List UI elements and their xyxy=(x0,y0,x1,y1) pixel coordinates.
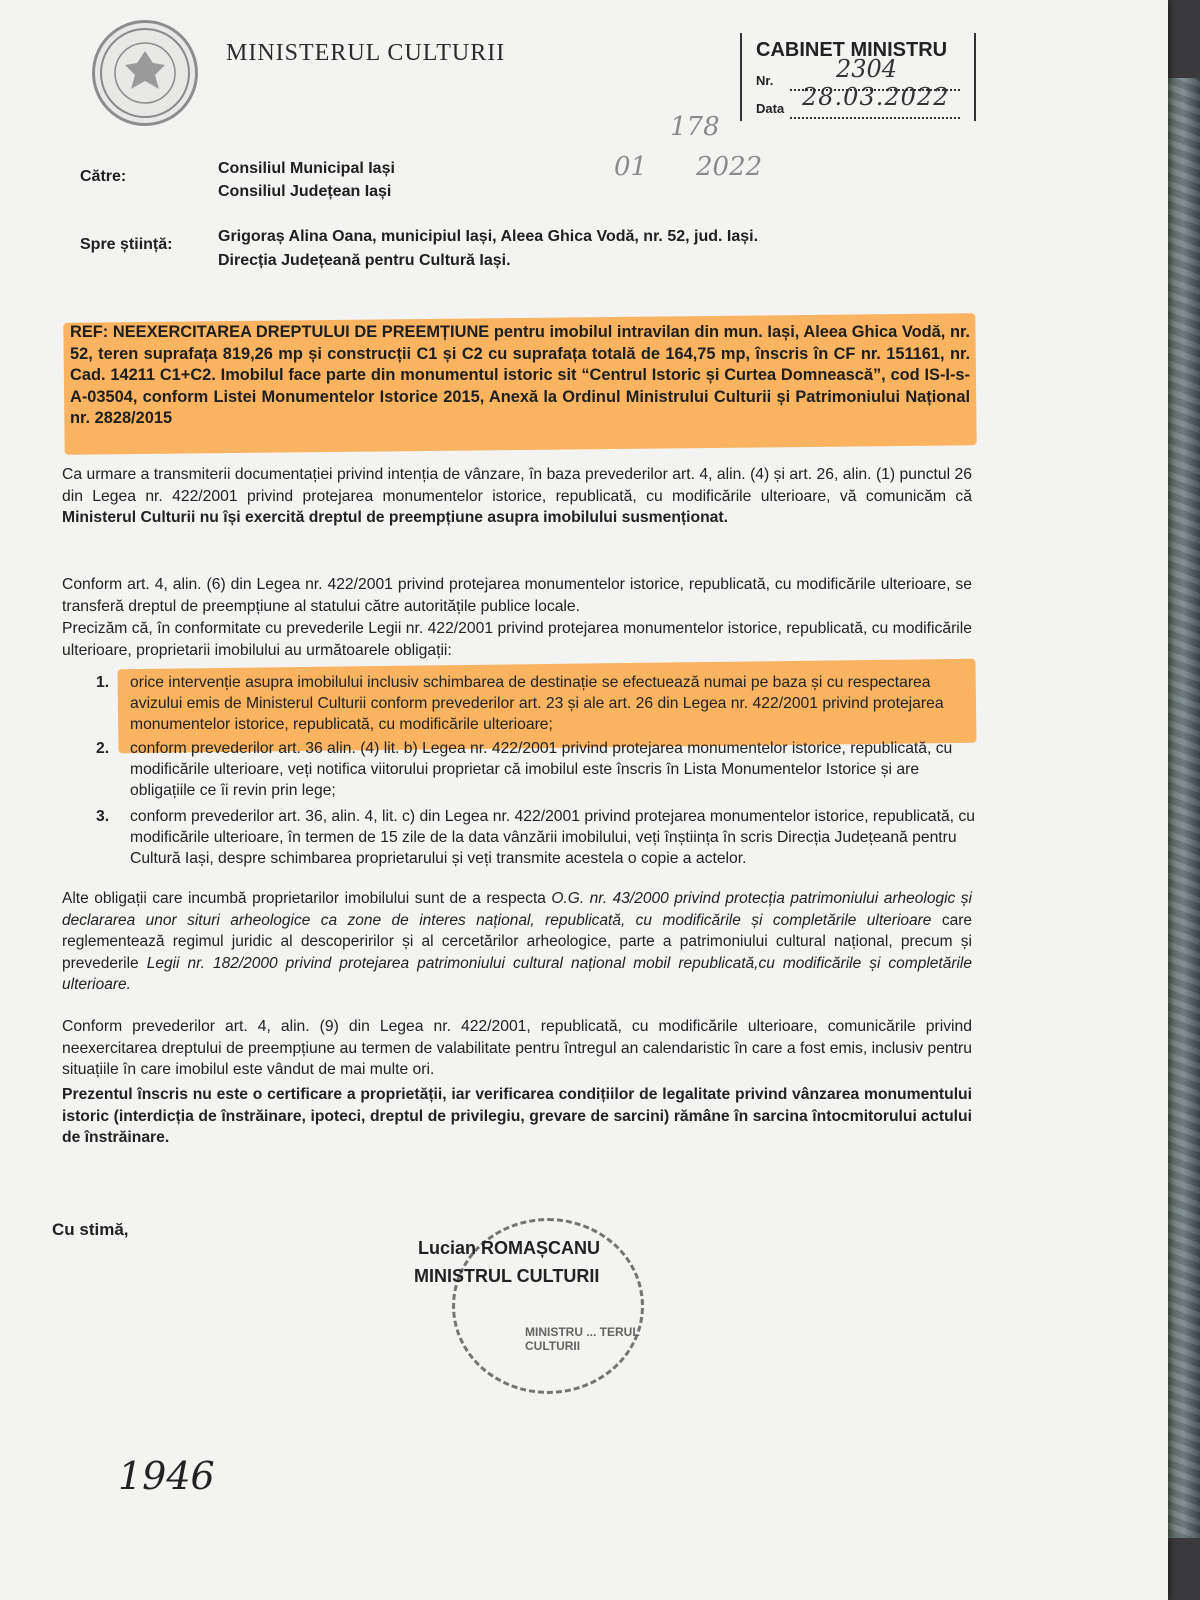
list-text: conform prevederilor art. 36, alin. 4, lit. c) din Legea nr. 422/2001 privind protejarea monumentelor istorice, republicată, cu modificările ulterioare, în termen de 15 zile de la data vânzării imobilului, veți înștiința în scris Direcția Județeană pentru Cultură Iași, despre schimbarea proprietarului și veți transmite acestela o copie a actelor. xyxy=(130,808,975,867)
paragraph-transfer-right: Conform art. 4, alin. (6) din Legea nr. 422/2001 privind protejarea monumentelor istorice, republicată, cu modificările ulterioare, se transferă dreptul de preempțiune al statului către autoritățile publice locale. xyxy=(62,576,972,615)
handwritten-number: 1946 xyxy=(118,1454,215,1498)
cc-line: Grigoraș Alina Oana, municipiul Iași, Aleea Ghica Vodă, nr. 52, jud. Iași. xyxy=(218,228,759,245)
closing-greeting: Cu stimă, xyxy=(52,1220,129,1239)
signatory-title: MINISTRUL CULTURII xyxy=(414,1266,600,1286)
paragraph-obligations-intro: Precizăm că, în conformitate cu prevederile Legii nr. 422/2001 privind protejarea monumentelor istorice, republicată, cu modificările ulterioare, proprietarii imobilului au următoarele obligații: xyxy=(62,620,972,659)
paragraph-italic-text: O.G. nr. 43/2000 privind protecția patrimoniului arheologic și declararea unor situri arheologice ca zone de interes național, republicată, cu modificările și completările ulterioare xyxy=(62,890,972,929)
recipient-line: Consiliul Județean Iași xyxy=(218,183,392,200)
catre-label: Către: xyxy=(80,168,127,185)
government-seal-icon xyxy=(92,20,198,126)
list-item xyxy=(96,806,976,890)
paragraph-text: Alte obligații care incumbă proprietarilor imobilului sunt de a respecta xyxy=(62,890,552,907)
signatory-name: Lucian ROMAȘCANU xyxy=(418,1238,601,1258)
paragraph-text: care reglementează regimul juridic al descoperirilor și al cercetărilor arheologice, parte a patrimoniului cultural național, precum și prevederile xyxy=(62,911,972,972)
list-item xyxy=(96,672,976,738)
spre-stiinta-label: Spre știință: xyxy=(80,236,173,253)
nr-label: Nr. xyxy=(756,73,774,88)
list-number: 1. xyxy=(96,674,110,691)
list-text: orice intervenție asupra imobilului inclusiv schimbarea de destinație se efectuează numai pe baza și cu respectarea avizului emis de Ministerul Culturii conform prevederilor art. 23 și ale art. 26 din Legea nr. 422/2001 privind protejarea monumentelor istorice, republicată, cu modificările ulterioare; xyxy=(130,674,944,733)
paragraph-other-obligations xyxy=(62,888,972,996)
registration-date: 28.03.2022 xyxy=(802,83,950,111)
cc-line: Direcția Județeană pentru Cultură Iași. xyxy=(218,252,511,269)
pencil-mark: 178 xyxy=(670,112,720,142)
paragraph-disclaimer: Prezentul înscris nu este o certificare a proprietății, iar verificarea condițiilor de legalitate privind vânzarea monumentului istoric (interdicția de înstrăinare, ipoteci, dreptul de privilegiu, grevare de sarcini) rămâne în sarcina întocmitorului actului de înstrăinare. xyxy=(62,1086,972,1146)
list-number: 3. xyxy=(96,808,110,825)
date-label: Data xyxy=(756,101,785,116)
cabinet-title: CABINET MINISTRU xyxy=(756,39,948,61)
recipient-line: Consiliul Municipal Iași xyxy=(218,160,395,177)
paragraph-bold-text: Ministerul Culturii nu își exercită dreptul de preempțiune asupra imobilului susmenționat. xyxy=(62,509,728,526)
paragraph-text: Ca urmare a transmiterii documentației privind intenția de vânzare, în baza prevederilor art. 4, alin. (4) și art. 26, alin. (1) punctul 26 din Legea nr. 422/2001 privind protejarea monumentelor istorice, republicată, cu modificările ulterioare, vă comunicăm că xyxy=(62,466,972,505)
paragraph-preemption-decision xyxy=(62,464,972,529)
pencil-mark: 01 xyxy=(614,152,648,182)
reference-subject: REF: NEEXERCITAREA DREPTULUI DE PREEMȚIUNE pentru imobilul intravilan din mun. Iași, Aleea Ghica Vodă, nr. 52, teren suprafața 819,26 mp și construcții C1 și C2 cu suprafața totală de 164,75 mp, înscris în CF nr. 151161, nr. Cad. 14211 C1+C2. Imobilul face parte din monumentul istoric sit “Centrul Istoric și Curtea Domnească”, cod IS-I-s-A-03504, conform Listei Monumentelor Istorice 2015, Anexă la Ordinul Ministrului Culturii și Patrimoniului Național nr. 2828/2015 xyxy=(70,323,970,427)
paragraph-validity: Conform prevederilor art. 4, alin. (9) din Legea nr. 422/2001, republicată, cu modificările ulterioare, comunicările privind neexercitarea dreptului de preempțiune au termen de valabilitate pentru întregul an calendaristic în care a fost emis, inclusiv pentru situațiile în care imobilul este vândut de mai multe ori. xyxy=(62,1018,972,1078)
paragraph-italic-text: Legii nr. 182/2000 privind protejarea patrimoniului cultural național mobil republicată,cu modificările și completările ulterioare. xyxy=(62,954,972,993)
list-number: 2. xyxy=(96,740,110,757)
registration-number: 2304 xyxy=(836,55,898,83)
list-text: conform prevederilor art. 36 alin. (4) lit. b) Legea nr. 422/2001 privind protejarea monumentelor istorice, republicată, cu modificările ulterioare, veți notifica viitorului proprietar că imobilul este înscris în Lista Monumentelor Istorice și are obligațiile ce îi revin prin lege; xyxy=(130,740,953,799)
ministry-header: MINISTERUL CULTURII xyxy=(226,40,506,66)
registration-stamp xyxy=(740,33,976,121)
list-item xyxy=(96,738,976,804)
pencil-mark: 2022 xyxy=(696,152,763,182)
stamp-text: MINISTRU ... TERUL CULTURII xyxy=(525,1325,640,1353)
